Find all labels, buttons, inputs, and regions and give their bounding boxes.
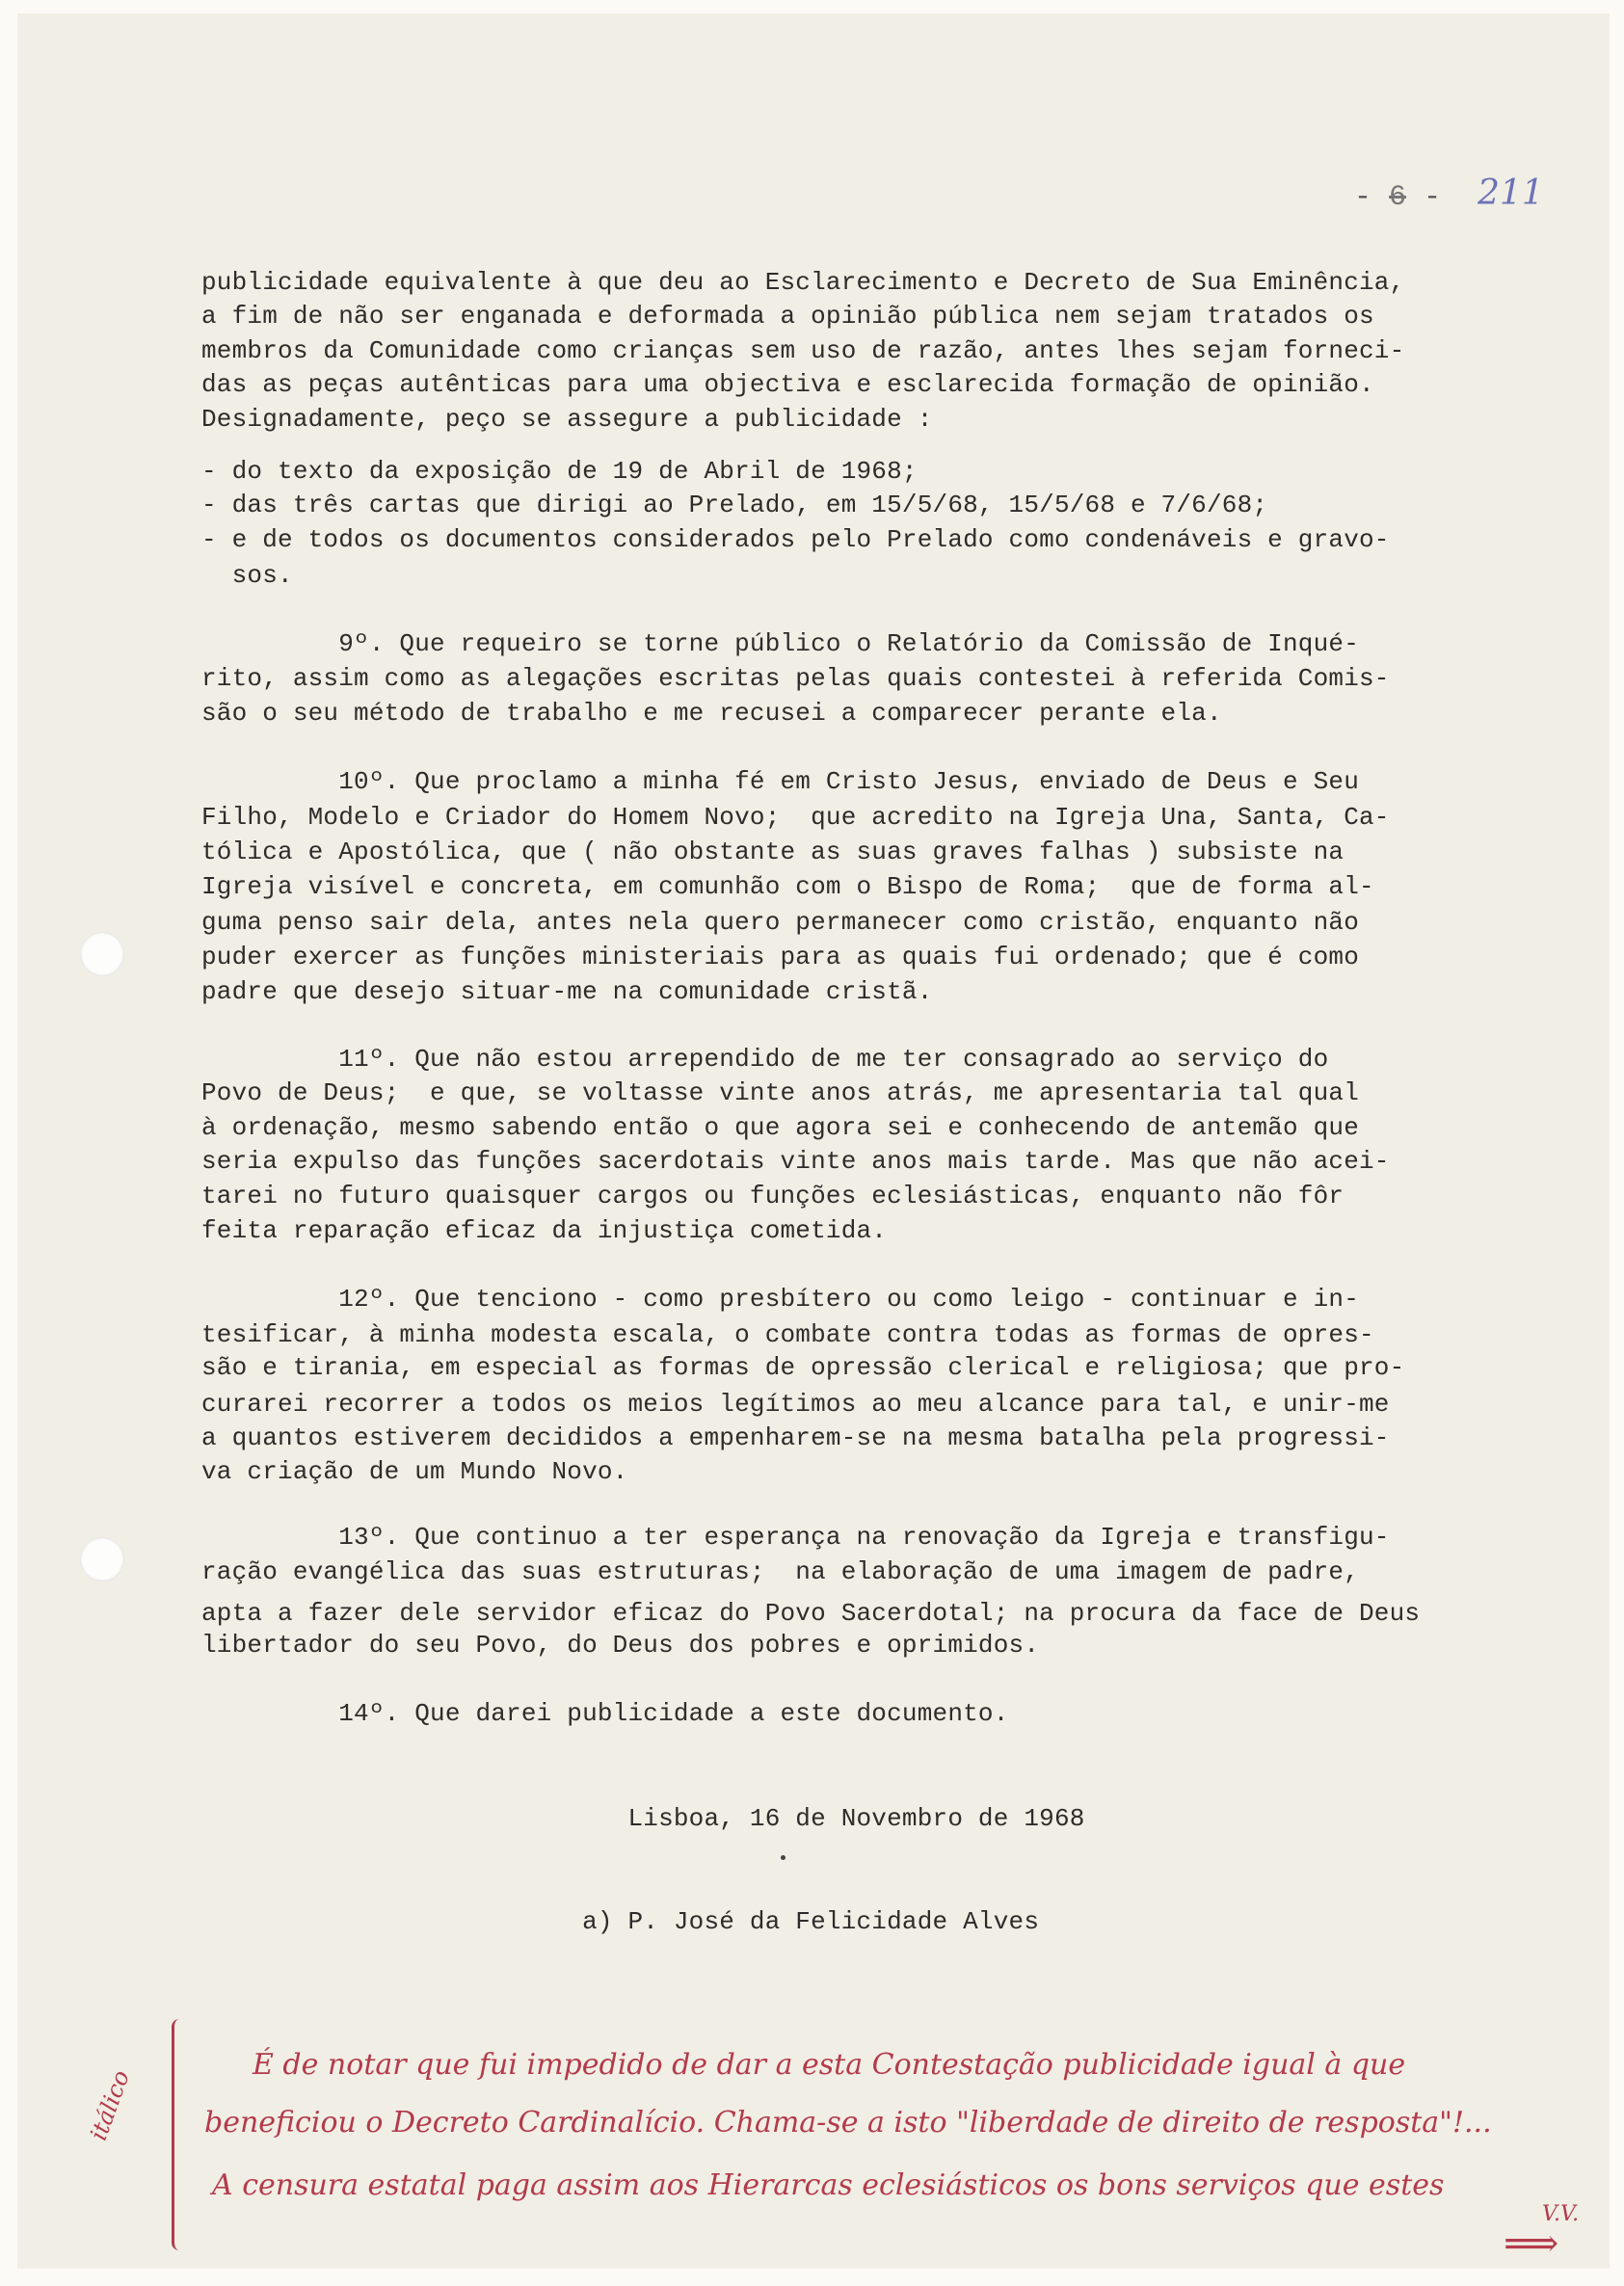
body-text-line: 14º. Que darei publicidade a este documento. xyxy=(201,1699,1009,1728)
margin-label-italico: itálico xyxy=(85,2066,135,2144)
body-text-line: puder exercer as funções ministeriais para as quais fui ordenado; que é como xyxy=(201,943,1359,971)
body-text-line: à ordenação, mesmo sabendo então o que agora sei e conhecendo de antemão que xyxy=(201,1113,1359,1142)
ink-dot xyxy=(781,1855,785,1860)
handwritten-note-line: A censura estatal paga assim aos Hierarcas eclesiásticos os bons serviços que estes xyxy=(212,2168,1445,2202)
body-text-line: 11º. Que não estou arrependido de me ter consagrado ao serviço do xyxy=(201,1045,1329,1074)
punch-hole xyxy=(80,1537,124,1582)
body-text-line: a) P. José da Felicidade Alves xyxy=(201,1907,1040,1936)
margin-bracket xyxy=(172,2019,184,2250)
body-text-line: a quantos estiverem decididos a empenharem-se na mesma batalha pela progressi- xyxy=(201,1423,1390,1452)
body-text-line: curarei recorrer a todos os meios legítimos ao meu alcance para tal, e unir-me xyxy=(201,1390,1390,1419)
body-text-line: - e de todos os documentos considerados pelo Prelado como condenáveis e gravo- xyxy=(201,525,1390,554)
body-text-line: Igreja visível e concreta, em comunhão com o Bispo de Roma; que de forma al- xyxy=(201,872,1374,901)
body-text-line: 9º. Que requeiro se torne público o Relatório da Comissão de Inqué- xyxy=(201,629,1359,658)
body-text-line: - do texto da exposição de 19 de Abril de 1968; xyxy=(201,457,918,486)
body-text-line: - das três cartas que dirigi ao Prelado, em 15/5/68, 15/5/68 e 7/6/68; xyxy=(201,491,1268,519)
body-text-line: tarei no futuro quaisquer cargos ou funções eclesiásticas, enquanto não fôr xyxy=(201,1182,1344,1210)
body-text-line: 13º. Que continuo a ter esperança na renovação da Igreja e transfigu- xyxy=(201,1523,1390,1552)
body-text-line: 12º. Que tenciono - como presbítero ou como leigo - continuar e in- xyxy=(201,1285,1359,1314)
handwritten-initials: V.V. xyxy=(1542,2202,1580,2226)
body-text-line: padre que desejo situar-me na comunidade cristã. xyxy=(201,977,933,1006)
body-text-line: Lisboa, 16 de Novembro de 1968 xyxy=(201,1804,1085,1833)
body-text-line: são o seu método de trabalho e me recusei a comparecer perante ela. xyxy=(201,699,1222,728)
body-text-line: Filho, Modelo e Criador do Homem Novo; que acredito na Igreja Una, Santa, Ca- xyxy=(201,803,1390,832)
body-text-line: são e tirania, em especial as formas de opressão clerical e religiosa; que pro- xyxy=(201,1353,1405,1382)
page-number-struck: 6 xyxy=(1389,181,1407,214)
page-number xyxy=(1354,173,1544,214)
body-text-line: Designadamente, peço se assegure a publicidade : xyxy=(201,405,933,434)
body-text-line: tesificar, à minha modesta escala, o combate contra todas as formas de opres- xyxy=(201,1320,1374,1349)
body-text-line: sos. xyxy=(201,561,293,590)
page-number-dash: - xyxy=(1424,181,1442,214)
body-text-line: membros da Comunidade como crianças sem uso de razão, antes lhes sejam forneci- xyxy=(201,336,1405,365)
continue-arrow-icon: ⟹ xyxy=(1504,2221,1559,2266)
body-text-line: seria expulso das funções sacerdotais vinte anos mais tarde. Mas que não acei- xyxy=(201,1147,1390,1176)
body-text-line: feita reparação eficaz da injustiça cometida. xyxy=(201,1216,888,1245)
punch-hole xyxy=(80,932,124,976)
body-text-line: libertador do seu Povo, do Deus dos pobres e oprimidos. xyxy=(201,1631,1040,1660)
handwritten-note-line: É de notar que fui impedido de dar a esta Contestação publicidade igual à que xyxy=(253,2048,1406,2082)
handwritten-page-number: 211 xyxy=(1478,173,1544,213)
body-text-line: tólica e Apostólica, que ( não obstante as suas graves falhas ) subsiste na xyxy=(201,837,1344,866)
body-text-line: das as peças autênticas para uma objectiva e esclarecida formação de opinião. xyxy=(201,370,1374,399)
body-text-line: publicidade equivalente à que deu ao Esclarecimento e Decreto de Sua Eminência, xyxy=(201,268,1405,297)
body-text-line: ração evangélica das suas estruturas; na elaboração de uma imagem de padre, xyxy=(201,1557,1359,1586)
body-text-line: a fim de não ser enganada e deformada a opinião pública nem sejam tratados os xyxy=(201,302,1374,331)
body-text-line: apta a fazer dele servidor eficaz do Povo Sacerdotal; na procura da face de Deus xyxy=(201,1599,1421,1628)
body-text-line: guma penso sair dela, antes nela quero permanecer como cristão, enquanto não xyxy=(201,908,1359,937)
body-text-line: 10º. Que proclamo a minha fé em Cristo Jesus, enviado de Deus e Seu xyxy=(201,767,1359,796)
body-text-line: Povo de Deus; e que, se voltasse vinte anos atrás, me apresentaria tal qual xyxy=(201,1078,1359,1107)
body-text-line: rito, assim como as alegações escritas pelas quais contestei à referida Comis- xyxy=(201,664,1390,693)
body-text-line: va criação de um Mundo Novo. xyxy=(201,1457,628,1486)
page-number-dash: - xyxy=(1354,181,1372,214)
handwritten-note-line: beneficiou o Decreto Cardinalício. Chama-se a isto "liberdade de direito de resposta"!... xyxy=(204,2106,1492,2140)
